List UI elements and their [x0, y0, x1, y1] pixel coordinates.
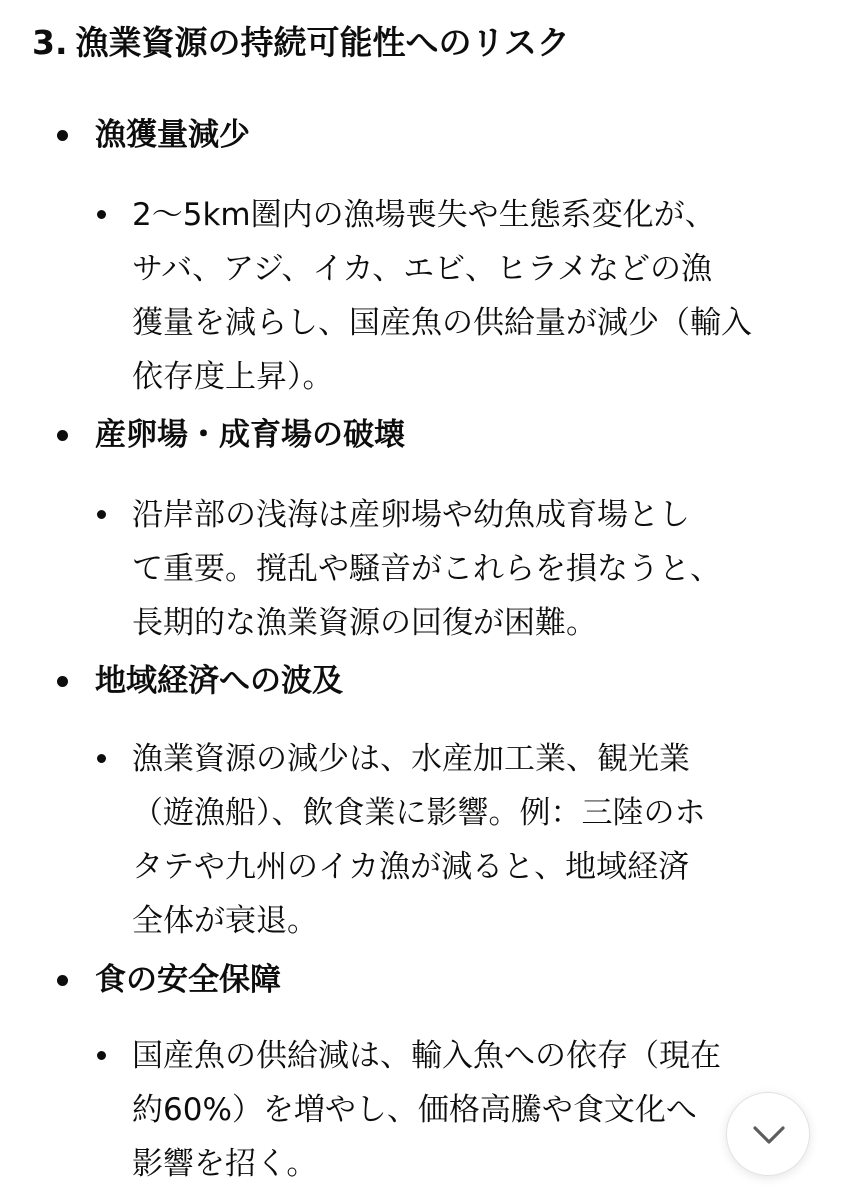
sub-list-item-text: [132, 488, 812, 650]
list-item-heading: [57, 656, 817, 706]
text-line: 影響を招く。: [132, 1146, 318, 1182]
bullet-icon: [57, 430, 68, 441]
sub-list-item-text: [132, 188, 812, 404]
bullet-icon: [57, 130, 68, 141]
text-line: タテや九州のイカ漁が減ると、地域経済: [132, 849, 690, 885]
sub-list-item-text: [132, 732, 812, 948]
text-line: て重要。撹乱や騒音がこれらを損なうと、: [132, 551, 721, 587]
text-line: 2〜5km圏内の漁場喪失や生態系変化が、: [132, 197, 716, 233]
bullet-icon: [57, 676, 68, 687]
section-number: 3.: [32, 23, 68, 62]
text-line: 依存度上昇）。: [132, 359, 334, 395]
sub-bullet-icon: [97, 1051, 106, 1060]
list-item-heading: [57, 410, 817, 460]
list-item-title: 地域経済への波及: [95, 663, 343, 699]
section-title-text: 漁業資源の持続可能性へのリスク: [75, 23, 570, 62]
text-line: 長期的な漁業資源の回復が困難。: [132, 605, 597, 641]
sub-bullet-icon: [97, 210, 106, 219]
list-item-title: 漁獲量減少: [95, 117, 250, 153]
text-line: （遊漁船）、飲食業に影響。例：三陸のホ: [132, 795, 706, 831]
text-line: 沿岸部の浅海は産卵場や幼魚成育場とし: [132, 497, 690, 533]
chevron-down-icon: [749, 1117, 789, 1153]
text-line: 獲量を減らし、国産魚の供給量が減少（輸入: [132, 305, 752, 341]
scroll-to-bottom-button[interactable]: [726, 1092, 810, 1176]
sub-list-item-text: [132, 1029, 812, 1191]
list-item-title: 産卵場・成育場の破壊: [95, 417, 405, 453]
list-item-heading: [57, 955, 817, 1005]
section-title: [32, 18, 570, 68]
text-line: 国産魚の供給減は、輸入魚への依存（現在: [132, 1038, 721, 1074]
list-item-title: 食の安全保障: [95, 962, 281, 998]
text-line: 約60%）を増やし、価格高騰や食文化へ: [132, 1092, 697, 1128]
text-line: サバ、アジ、イカ、エビ、ヒラメなどの漁: [132, 251, 713, 287]
bullet-icon: [57, 975, 68, 986]
sub-bullet-icon: [97, 754, 106, 763]
text-line: 全体が衰退。: [132, 903, 318, 939]
text-line: 漁業資源の減少は、水産加工業、観光業: [132, 741, 690, 777]
list-item-heading: [57, 110, 817, 160]
sub-bullet-icon: [97, 510, 106, 519]
